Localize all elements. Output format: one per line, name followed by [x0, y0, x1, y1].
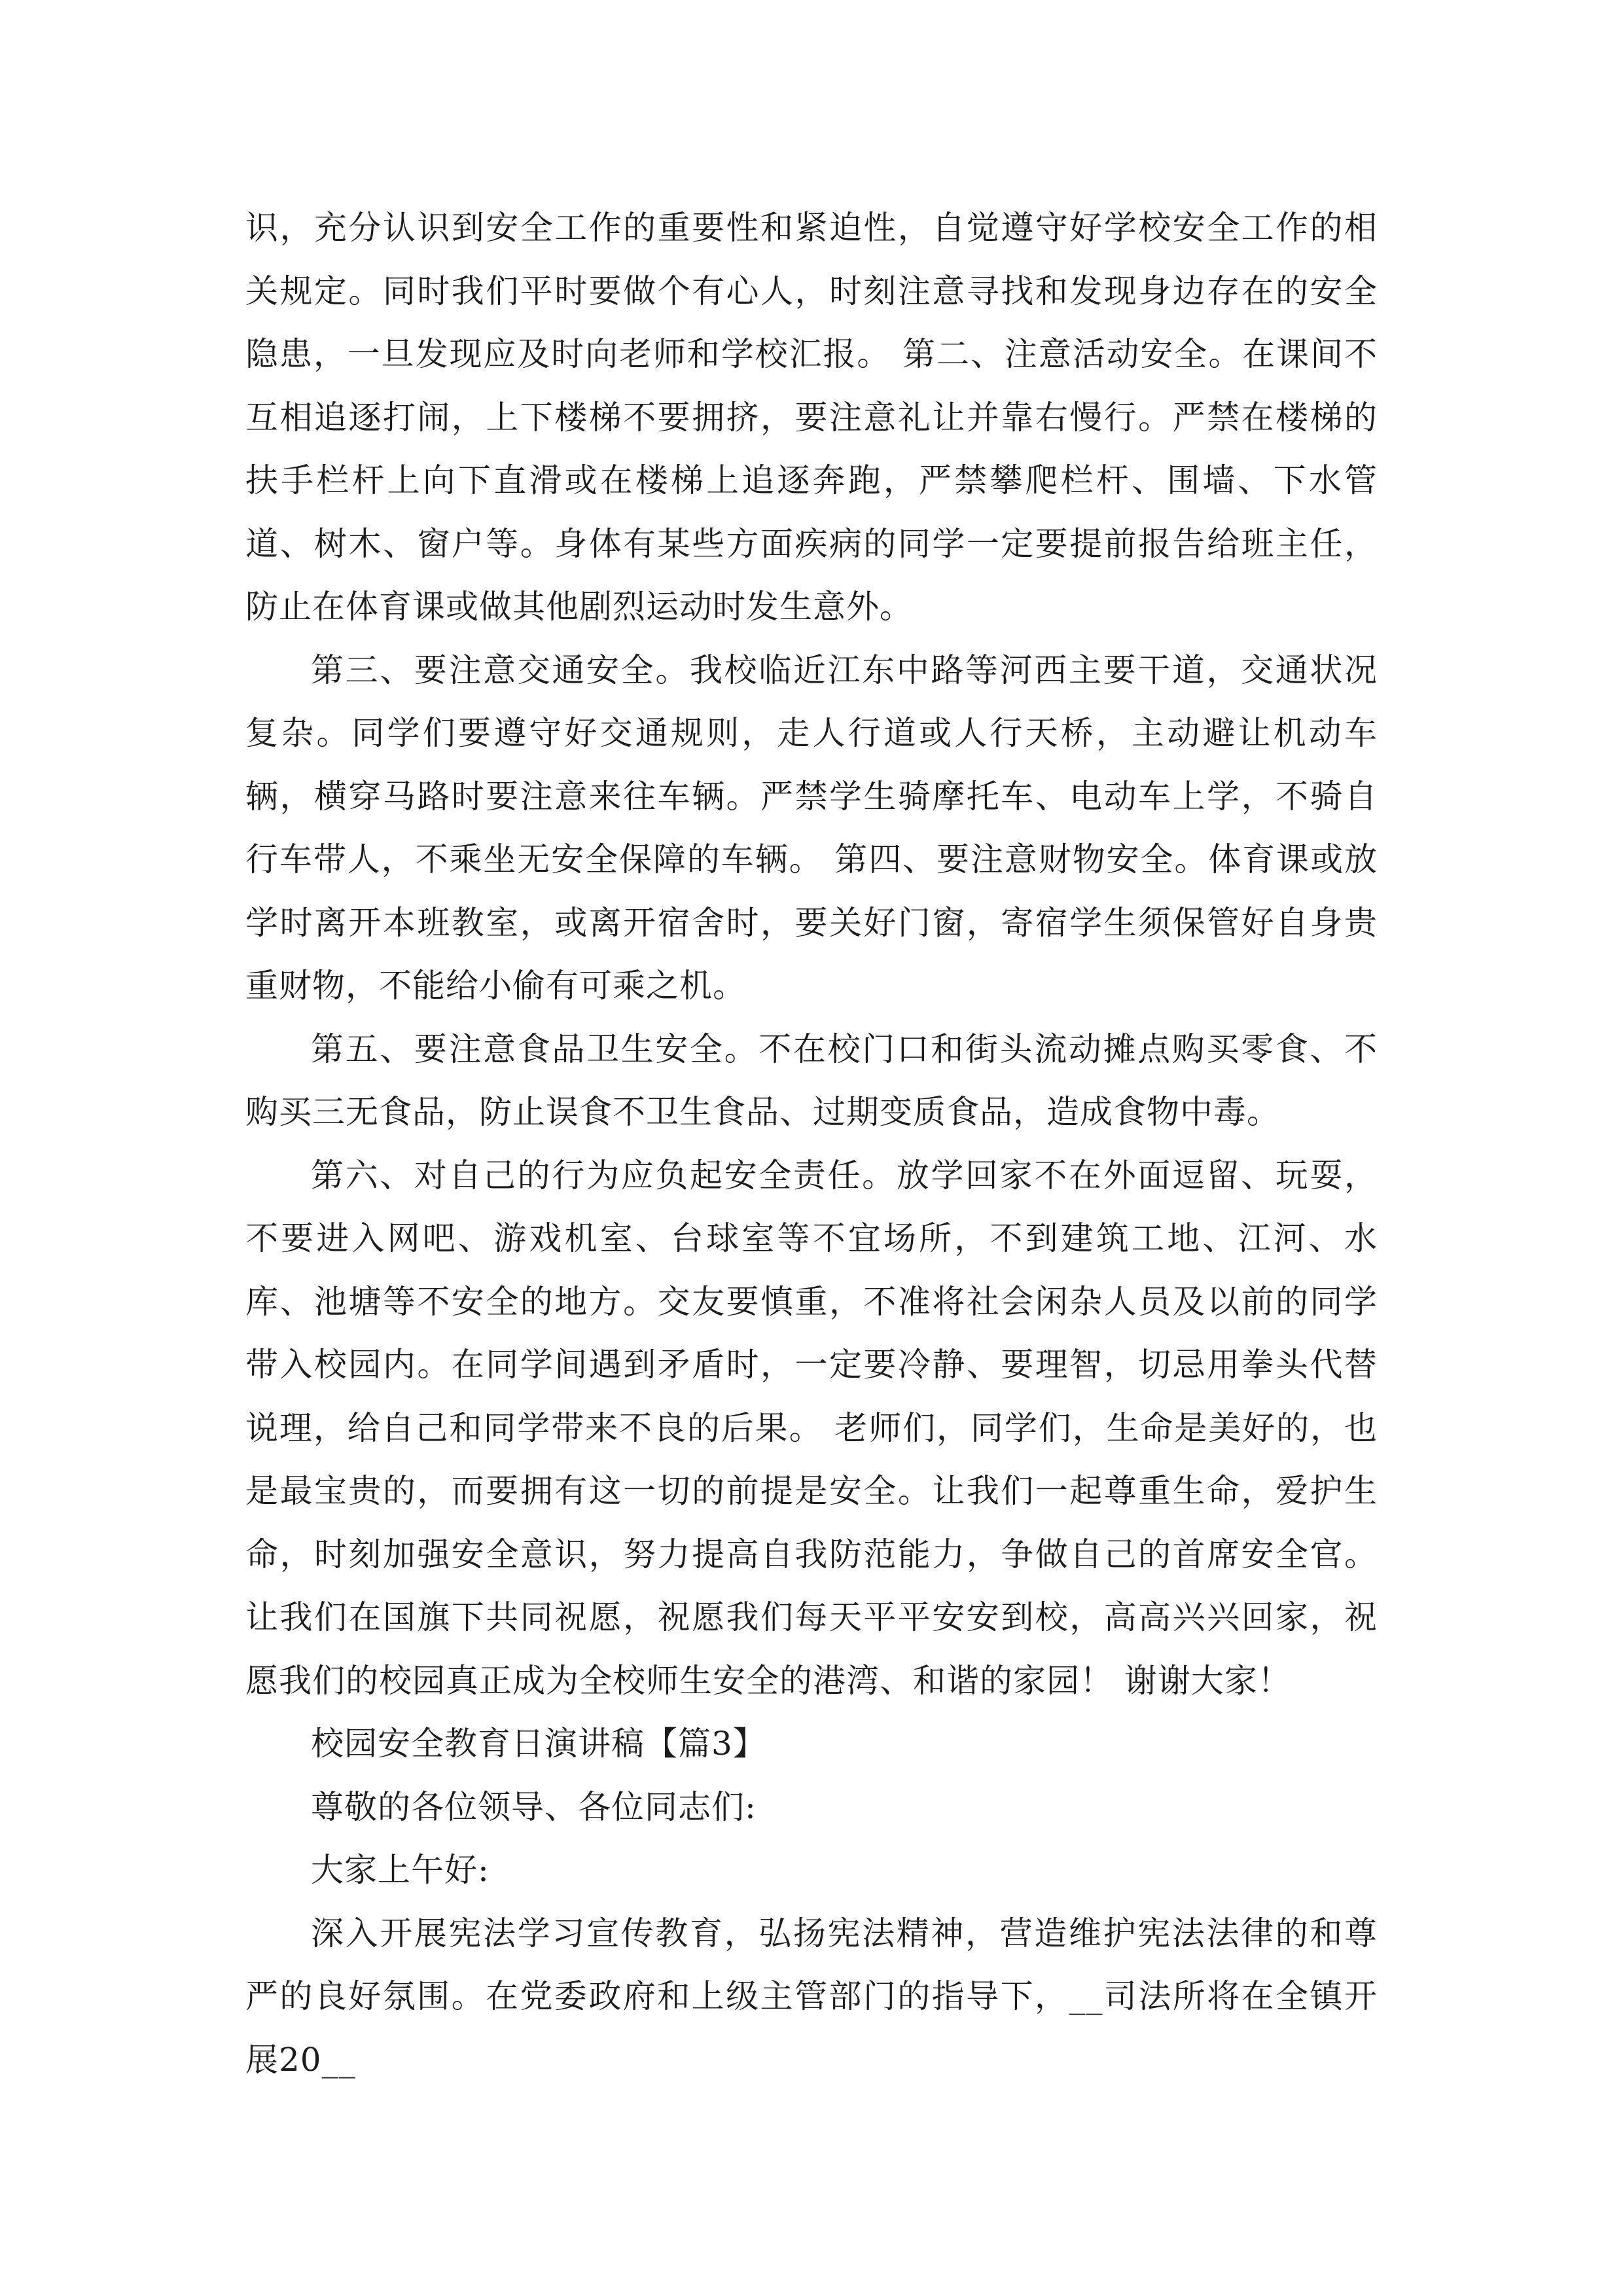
greeting: 大家上午好:: [311, 1851, 490, 1889]
section-heading: 校园安全教育日演讲稿【篇3】: [311, 1725, 766, 1763]
paragraph-traffic-safety: 第三、要注意交通安全。我校临近江东中路等河西主要干道，交通状况复杂。同学们要遵守好交通规则，走人行道或人行天桥，主动避让机动车辆，横穿马路时要注意来往车辆。严禁学生骑摩托车、电动车上学，不骑自行车带人，不乘坐无安全保障的车辆。 第四、要注意财物安全。体育课或放学时离开本班教室，或离开宿舍时，要关好门窗，寄宿学生须保管好自身贵重财物，不能给小偷有可乘之机。: [245, 651, 1378, 1005]
paragraph-continuation: 识，充分认识到安全工作的重要性和紧迫性，自觉遵守好学校安全工作的相关规定。同时我们平时要做个有心人，时刻注意寻找和发现身边存在的安全隐患，一旦发现应及时向老师和学校汇报。 第二、注意活动安全。在课间不互相追逐打闹，上下楼梯不要拥挤，要注意礼让并靠右慢行。严禁在楼梯的扶手栏杆上向下直滑或在楼梯上追逐奔跑，严禁攀爬栏杆、围墙、下水管道、树木、窗户等。身体有某些方面疾病的同学一定要提前报告给班主任，防止在体育课或做其他剧烈运动时发生意外。: [245, 209, 1378, 626]
paragraph-food-safety: 第五、要注意食品卫生安全。不在校门口和街头流动摊点购买零食、不购买三无食品，防止误食不卫生食品、过期变质食品，造成食物中毒。: [245, 1030, 1378, 1131]
salutation: 尊敬的各位领导、各位同志们:: [311, 1787, 757, 1826]
paragraph-constitution: 深入开展宪法学习宣传教育，弘扬宪法精神，营造维护宪法法律的和尊严的良好氛围。在党委政府和上级主管部门的指导下，__司法所将在全镇开展20__: [245, 1914, 1378, 2079]
paragraph-behavior-safety: 第六、对自己的行为应负起安全责任。放学回家不在外面逗留、玩耍，不要进入网吧、游戏机室、台球室等不宜场所，不到建筑工地、江河、水库、池塘等不安全的地方。交友要慎重，不准将社会闲杂人员及以前的同学带入校园内。在同学间遇到矛盾时，一定要冷静、要理智，切忌用拳头代替说理，给自己和同学带来不良的后果。 老师们，同学们，生命是美好的，也是最宝贵的，而要拥有这一切的前提是安全。让我们一起尊重生命，爱护生命，时刻加强安全意识，努力提高自我防范能力，争做自己的首席安全官。让我们在国旗下共同祝愿，祝愿我们每天平平安安到校，高高兴兴回家，祝愿我们的校园真正成为全校师生安全的港湾、和谐的家园！ 谢谢大家！: [245, 1156, 1378, 1700]
document-body: [245, 196, 1378, 2091]
